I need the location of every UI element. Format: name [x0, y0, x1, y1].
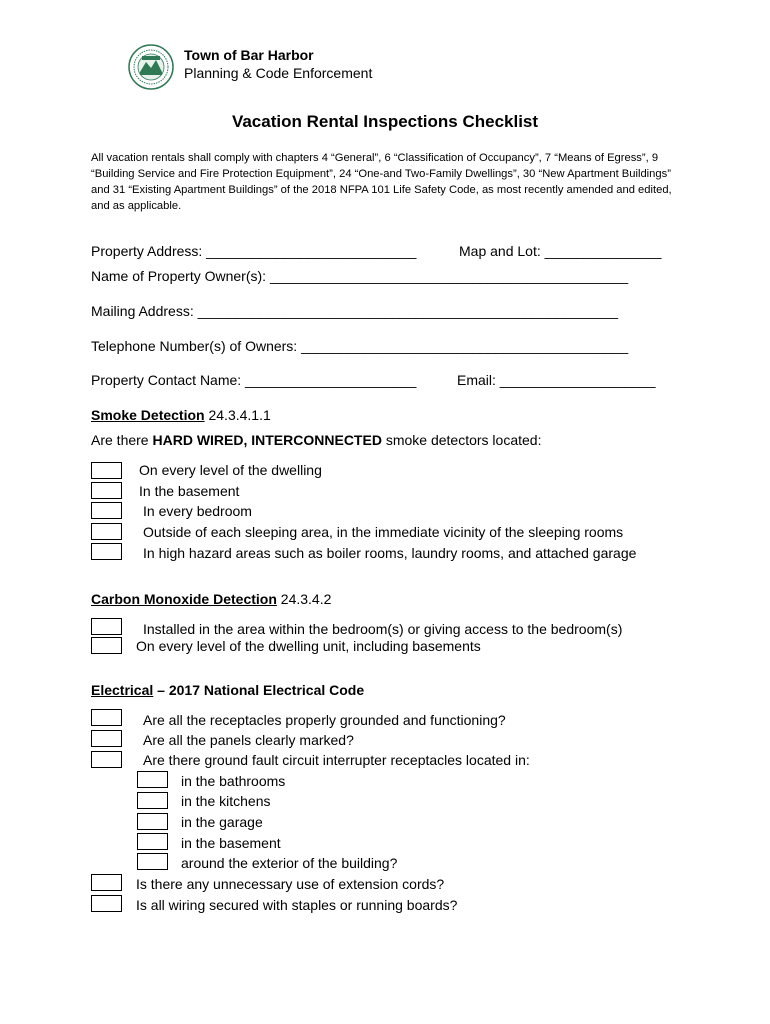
smoke-question-bold: HARD WIRED, INTERCONNECTED — [152, 432, 382, 448]
smoke-item-4: Outside of each sleeping area, in the immediate vicinity of the sleeping rooms — [143, 524, 624, 540]
intro-paragraph: All vacation rentals shall comply with chapters 4 “General”, 6 “Classification of Occupancy”, 7 “Means of Egress”, 9 “Building Service and Fire Protection Equipment”, 24 “One-and Two-Family Dwellings”, 30 “New Apartment Buildings” and 31 “Existing Apartment Buildings” of the 2018 NFPA 101 Life Safety Code, as most recently amended and edited, and as applicable. — [91, 152, 672, 212]
electrical-section-heading — [91, 682, 364, 698]
owner-name-field[interactable]: Name of Property Owner(s): ______________________________________________ — [91, 268, 629, 284]
electrical-item-3: Are there ground fault circuit interrupter receptacles located in: — [143, 752, 530, 768]
gfci-checkbox-1[interactable] — [137, 771, 168, 788]
town-seal-logo — [128, 44, 174, 90]
smoke-checkbox-4[interactable] — [91, 523, 122, 540]
electrical-item-5: Is all wiring secured with staples or running boards? — [136, 897, 458, 913]
smoke-question-post: smoke detectors located: — [381, 432, 542, 448]
electrical-subheading: – 2017 National Electrical Code — [153, 682, 365, 698]
department-name: Planning & Code Enforcement — [184, 65, 373, 81]
gfci-item-5: around the exterior of the building? — [181, 855, 398, 871]
smoke-section-heading — [91, 407, 271, 423]
gfci-item-3: in the garage — [181, 814, 263, 830]
org-name: Town of Bar Harbor — [184, 47, 314, 63]
contact-name-field[interactable]: Property Contact Name: ______________________ — [91, 372, 417, 388]
co-checkbox-1[interactable] — [91, 618, 122, 635]
gfci-checkbox-4[interactable] — [137, 833, 168, 850]
smoke-item-5: In high hazard areas such as boiler rooms, laundry rooms, and attached garage — [143, 545, 637, 561]
gfci-item-2: in the kitchens — [181, 793, 271, 809]
document-title: Vacation Rental Inspections Checklist — [231, 112, 539, 131]
smoke-checkbox-3[interactable] — [91, 502, 122, 519]
electrical-checkbox-3[interactable] — [91, 751, 122, 768]
electrical-checkbox-1[interactable] — [91, 709, 122, 726]
gfci-checkbox-3[interactable] — [137, 813, 168, 830]
co-code: 24.3.4.2 — [276, 591, 332, 607]
email-field[interactable]: Email: ____________________ — [457, 372, 656, 388]
mailing-address-field[interactable]: Mailing Address: ______________________________________________________ — [91, 303, 619, 319]
smoke-item-1: On every level of the dwelling — [139, 462, 322, 478]
co-section-heading — [91, 591, 331, 607]
map-lot-field[interactable]: Map and Lot: _______________ — [459, 243, 662, 259]
telephone-field[interactable]: Telephone Number(s) of Owners: __________________________________________ — [91, 338, 629, 354]
smoke-heading: Smoke Detection — [91, 407, 205, 423]
co-heading: Carbon Monoxide Detection — [91, 591, 277, 607]
smoke-item-3: In every bedroom — [143, 503, 252, 519]
electrical-heading: Electrical — [91, 682, 154, 698]
smoke-checkbox-1[interactable] — [91, 462, 122, 479]
electrical-checkbox-4[interactable] — [91, 874, 122, 891]
gfci-checkbox-5[interactable] — [137, 853, 168, 870]
gfci-item-4: in the basement — [181, 835, 281, 851]
smoke-checkbox-2[interactable] — [91, 482, 122, 499]
property-address-field[interactable]: Property Address: ___________________________ — [91, 243, 417, 259]
co-item-1: Installed in the area within the bedroom(s) or giving access to the bedroom(s) — [143, 621, 623, 637]
gfci-item-1: in the bathrooms — [181, 773, 286, 789]
gfci-checkbox-2[interactable] — [137, 792, 168, 809]
co-item-2: On every level of the dwelling unit, including basements — [136, 638, 481, 654]
co-checkbox-2[interactable] — [91, 637, 122, 654]
smoke-question-pre: Are there — [91, 432, 153, 448]
electrical-item-1: Are all the receptacles properly grounded and functioning? — [143, 712, 506, 728]
smoke-code: 24.3.4.1.1 — [204, 407, 271, 423]
electrical-checkbox-2[interactable] — [91, 730, 122, 747]
smoke-checkbox-5[interactable] — [91, 543, 122, 560]
smoke-item-2: In the basement — [139, 483, 240, 499]
electrical-item-4: Is there any unnecessary use of extension cords? — [136, 876, 445, 892]
electrical-item-2: Are all the panels clearly marked? — [143, 732, 354, 748]
smoke-question — [91, 432, 541, 448]
electrical-checkbox-5[interactable] — [91, 895, 122, 912]
